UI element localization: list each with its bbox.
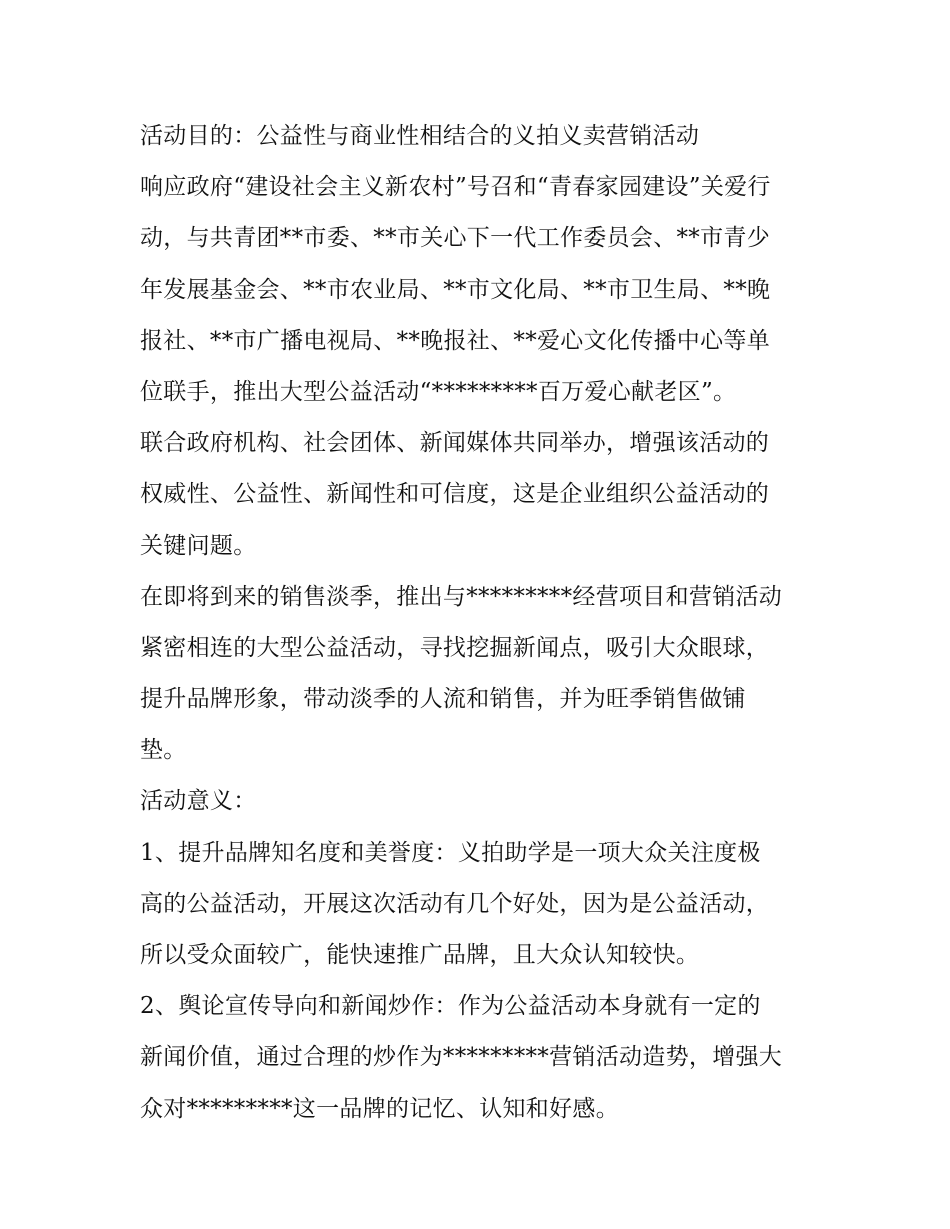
text-line: 联合政府机构、社会团体、新闻媒体共同举办，增强该活动的 [140, 430, 770, 457]
text-line: 关键问题。 [140, 532, 257, 559]
paragraph-activity-purpose-heading [140, 111, 820, 162]
text-line: 2、舆论宣传导向和新闻炒作：作为公益活动本身就有一定的 [140, 993, 761, 1020]
text-line: 1、提升品牌知名度和美誉度：义拍助学是一项大众关注度极 [140, 839, 761, 866]
text-line: 年发展基金会、**市农业局、**市文化局、**市卫生局、**晚 [140, 276, 771, 303]
text-line: 活动目的：公益性与商业性相结合的义拍义卖营销活动 [140, 123, 700, 149]
text-line: 高的公益活动，开展这次活动有几个好处，因为是公益活动， [140, 890, 770, 917]
text-line: 动，与共青团**市委、**市关心下一代工作委员会、**市青少 [140, 225, 770, 252]
text-line: 活动意义： [140, 788, 257, 815]
paragraph-government-response [140, 162, 820, 418]
text-line: 在即将到来的销售淡季，推出与*********经营项目和营销活动 [140, 583, 783, 610]
text-line: 垫。 [140, 737, 187, 764]
text-line: 新闻价值，通过合理的炒作为*********营销活动造势，增强大 [140, 1044, 783, 1071]
paragraph-activity-significance-heading [140, 776, 820, 827]
paragraph-point-2-publicity [140, 981, 820, 1135]
text-line: 权威性、公益性、新闻性和可信度，这是企业组织公益活动的 [140, 481, 770, 508]
paragraph-joint-organizers [140, 418, 820, 572]
text-line: 位联手，推出大型公益活动“*********百万爱心献老区”。 [140, 378, 737, 405]
text-line: 所以受众面较广，能快速推广品牌，且大众认知较快。 [140, 942, 700, 968]
text-line: 报社、**市广播电视局、**晚报社、**爱心文化传播中心等单 [140, 327, 770, 354]
text-line: 响应政府“建设社会主义新农村”号召和“青春家园建设”关爱行 [140, 174, 771, 201]
text-line: 紧密相连的大型公益活动，寻找挖掘新闻点，吸引大众眼球， [140, 634, 770, 661]
paragraph-off-season [140, 572, 820, 777]
text-line: 众对*********这一品牌的记忆、认知和好感。 [140, 1095, 619, 1122]
paragraph-point-1-brand [140, 828, 820, 982]
document-body [140, 111, 820, 1135]
text-line: 提升品牌形象，带动淡季的人流和销售，并为旺季销售做铺 [140, 686, 746, 713]
